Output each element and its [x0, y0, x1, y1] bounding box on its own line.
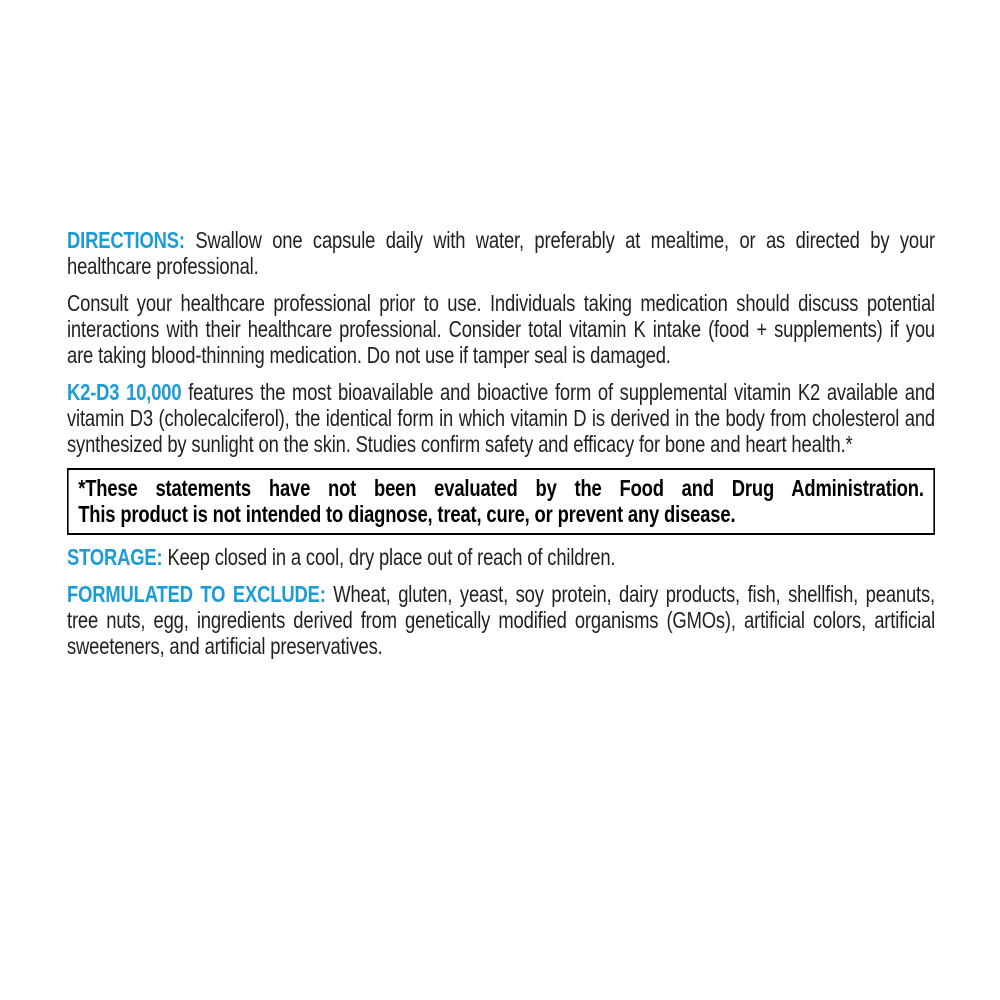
directions-heading: DIRECTIONS:	[67, 227, 185, 253]
storage-paragraph	[67, 544, 935, 570]
storage-text: Keep closed in a cool, dry place out of reach of children.	[167, 544, 616, 570]
consult-paragraph	[67, 290, 935, 368]
fda-disclaimer-line-1: *These statements have not been evaluated by the Food and Drug Administration.	[78, 475, 924, 501]
storage-heading: STORAGE:	[67, 544, 163, 570]
fda-disclaimer-box	[67, 468, 935, 535]
product-description-paragraph	[67, 379, 935, 457]
product-description-text: features the most bioavailable and bioactive form of supplemental vitamin K2 available and vitamin D3 (cholecalciferol), the identical form in which vitamin D is derived in the body from cholesterol and synthesized by sunlight on the skin. Studies confirm safety and efficacy for bone and heart health.*	[67, 379, 935, 457]
product-name-heading: K2-D3 10,000	[67, 379, 182, 405]
exclusions-heading: FORMULATED TO EXCLUDE:	[67, 581, 326, 607]
consult-text: Consult your healthcare professional prior to use. Individuals taking medication should discuss potential interactions with their healthcare professional. Consider total vitamin K intake (food + supplements) if you are taking blood-thinning medication. Do not use if tamper seal is damaged.	[67, 290, 935, 368]
fda-disclaimer-line-2: This product is not intended to diagnose, treat, cure, or prevent any disease.	[78, 501, 736, 527]
exclusions-text: Wheat, gluten, yeast, soy protein, dairy products, fish, shellfish, peanuts, tree nuts, egg, ingredients derived from genetically modified organisms (GMOs), artificial colors, artificial sweeteners, and artificial preservatives.	[67, 581, 935, 659]
label-text-block	[67, 227, 935, 659]
directions-paragraph	[67, 227, 935, 279]
exclusions-paragraph	[67, 581, 935, 659]
directions-text: Swallow one capsule daily with water, preferably at mealtime, or as directed by your healthcare professional.	[67, 227, 936, 279]
supplement-label-panel	[67, 227, 935, 670]
